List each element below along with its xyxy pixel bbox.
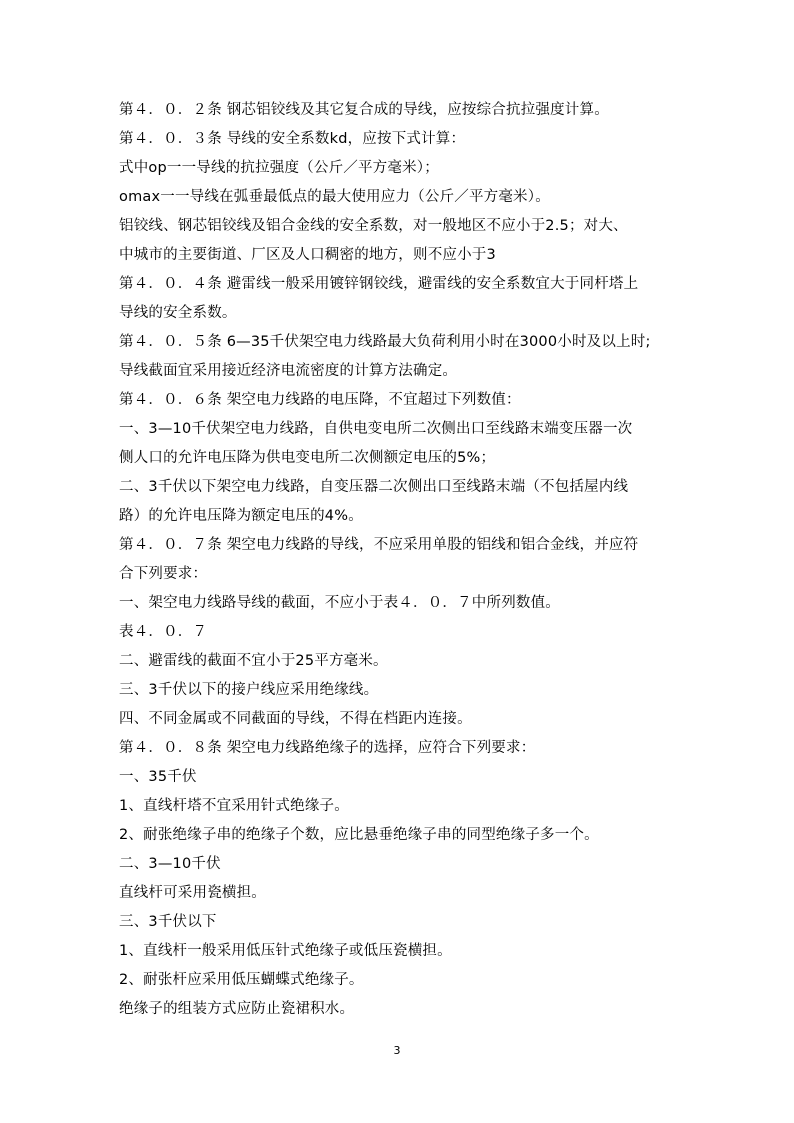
text-line: 铝铰线、钢芯铝铰线及铝合金线的安全系数，对一般地区不应小于2.5；对大、 (119, 218, 628, 234)
text-line: 表４．０．７ (119, 624, 208, 640)
text-line: 导线的安全系数。 (119, 305, 237, 321)
text-line: 中城市的主要街道、厂区及人口稠密的地方，则不应小于3 (119, 247, 496, 263)
text-line: 合下列要求： (119, 566, 208, 582)
text-line: 2、耐张绝缘子串的绝缘子个数，应比悬垂绝缘子串的同型绝缘子多一个。 (119, 827, 599, 843)
text-line: 第４．０．４条 避雷线一般采用镀锌钢铰线，避雷线的安全系数宜大于同杆塔上 (119, 276, 639, 292)
text-line: 1、直线杆一般采用低压针式绝缘子或低压瓷横担。 (119, 943, 452, 959)
text-line: 第４．０．２条 钢芯铝铰线及其它复合成的导线，应按综合抗拉强度计算。 (119, 102, 609, 118)
text-line: 四、不同金属或不同截面的导线，不得在档距内连接。 (119, 711, 472, 727)
text-line: 三、3千伏以下 (119, 914, 217, 930)
text-line: 二、3千伏以下架空电力线路，自变压器二次侧出口至线路末端（不包括屋内线 (119, 479, 629, 495)
text-line: 一、3—10千伏架空电力线路，自供电变电所二次侧出口至线路末端变压器一次 (119, 421, 633, 437)
text-line: 直线杆可采用瓷横担。 (119, 885, 266, 901)
text-line: 侧人口的允许电压降为供电变电所二次侧额定电压的5%； (119, 450, 496, 466)
text-line: 一、架空电力线路导线的截面，不应小于表４．０．７中所列数值。 (119, 595, 560, 611)
text-line: omax一一导线在弧垂最低点的最大使用应力（公斤／平方毫米）。 (119, 189, 550, 205)
text-line: 2、耐张杆应采用低压蝴蝶式绝缘子。 (119, 972, 364, 988)
text-line: 路）的允许电压降为额定电压的4%。 (119, 508, 363, 524)
text-line: 绝缘子的组装方式应防止瓷裙积水。 (119, 1001, 355, 1017)
text-line: 第４．０．８条 架空电力线路绝缘子的选择，应符合下列要求： (119, 740, 536, 756)
text-line: 第４．０．５条 6—35千伏架空电力线路最大负荷利用小时在3000小时及以上时; (119, 334, 651, 350)
text-line: 导线截面宜采用接近经济电流密度的计算方法确定。 (119, 363, 458, 379)
text-line: 三、3千伏以下的接户线应采用绝缘线。 (119, 682, 379, 698)
text-line: 1、直线杆塔不宜采用针式绝缘子。 (119, 798, 349, 814)
text-line: 第４．０．６条 架空电力线路的电压降，不宜超过下列数值： (119, 392, 521, 408)
text-line: 二、3—10千伏 (119, 856, 221, 872)
text-line: 第４．０．７条 架空电力线路的导线，不应采用单股的铝线和铝合金线，并应符 (119, 537, 639, 553)
text-line: 二、避雷线的截面不宜小于25平方毫米。 (119, 653, 388, 669)
text-line: 式中op一一导线的抗拉强度（公斤／平方毫米）； (119, 160, 439, 176)
text-line: 第４．０．３条 导线的安全系数kd，应按下式计算： (119, 131, 466, 147)
text-line: 一、35千伏 (119, 769, 197, 785)
page-number: 3 (393, 1044, 401, 1057)
